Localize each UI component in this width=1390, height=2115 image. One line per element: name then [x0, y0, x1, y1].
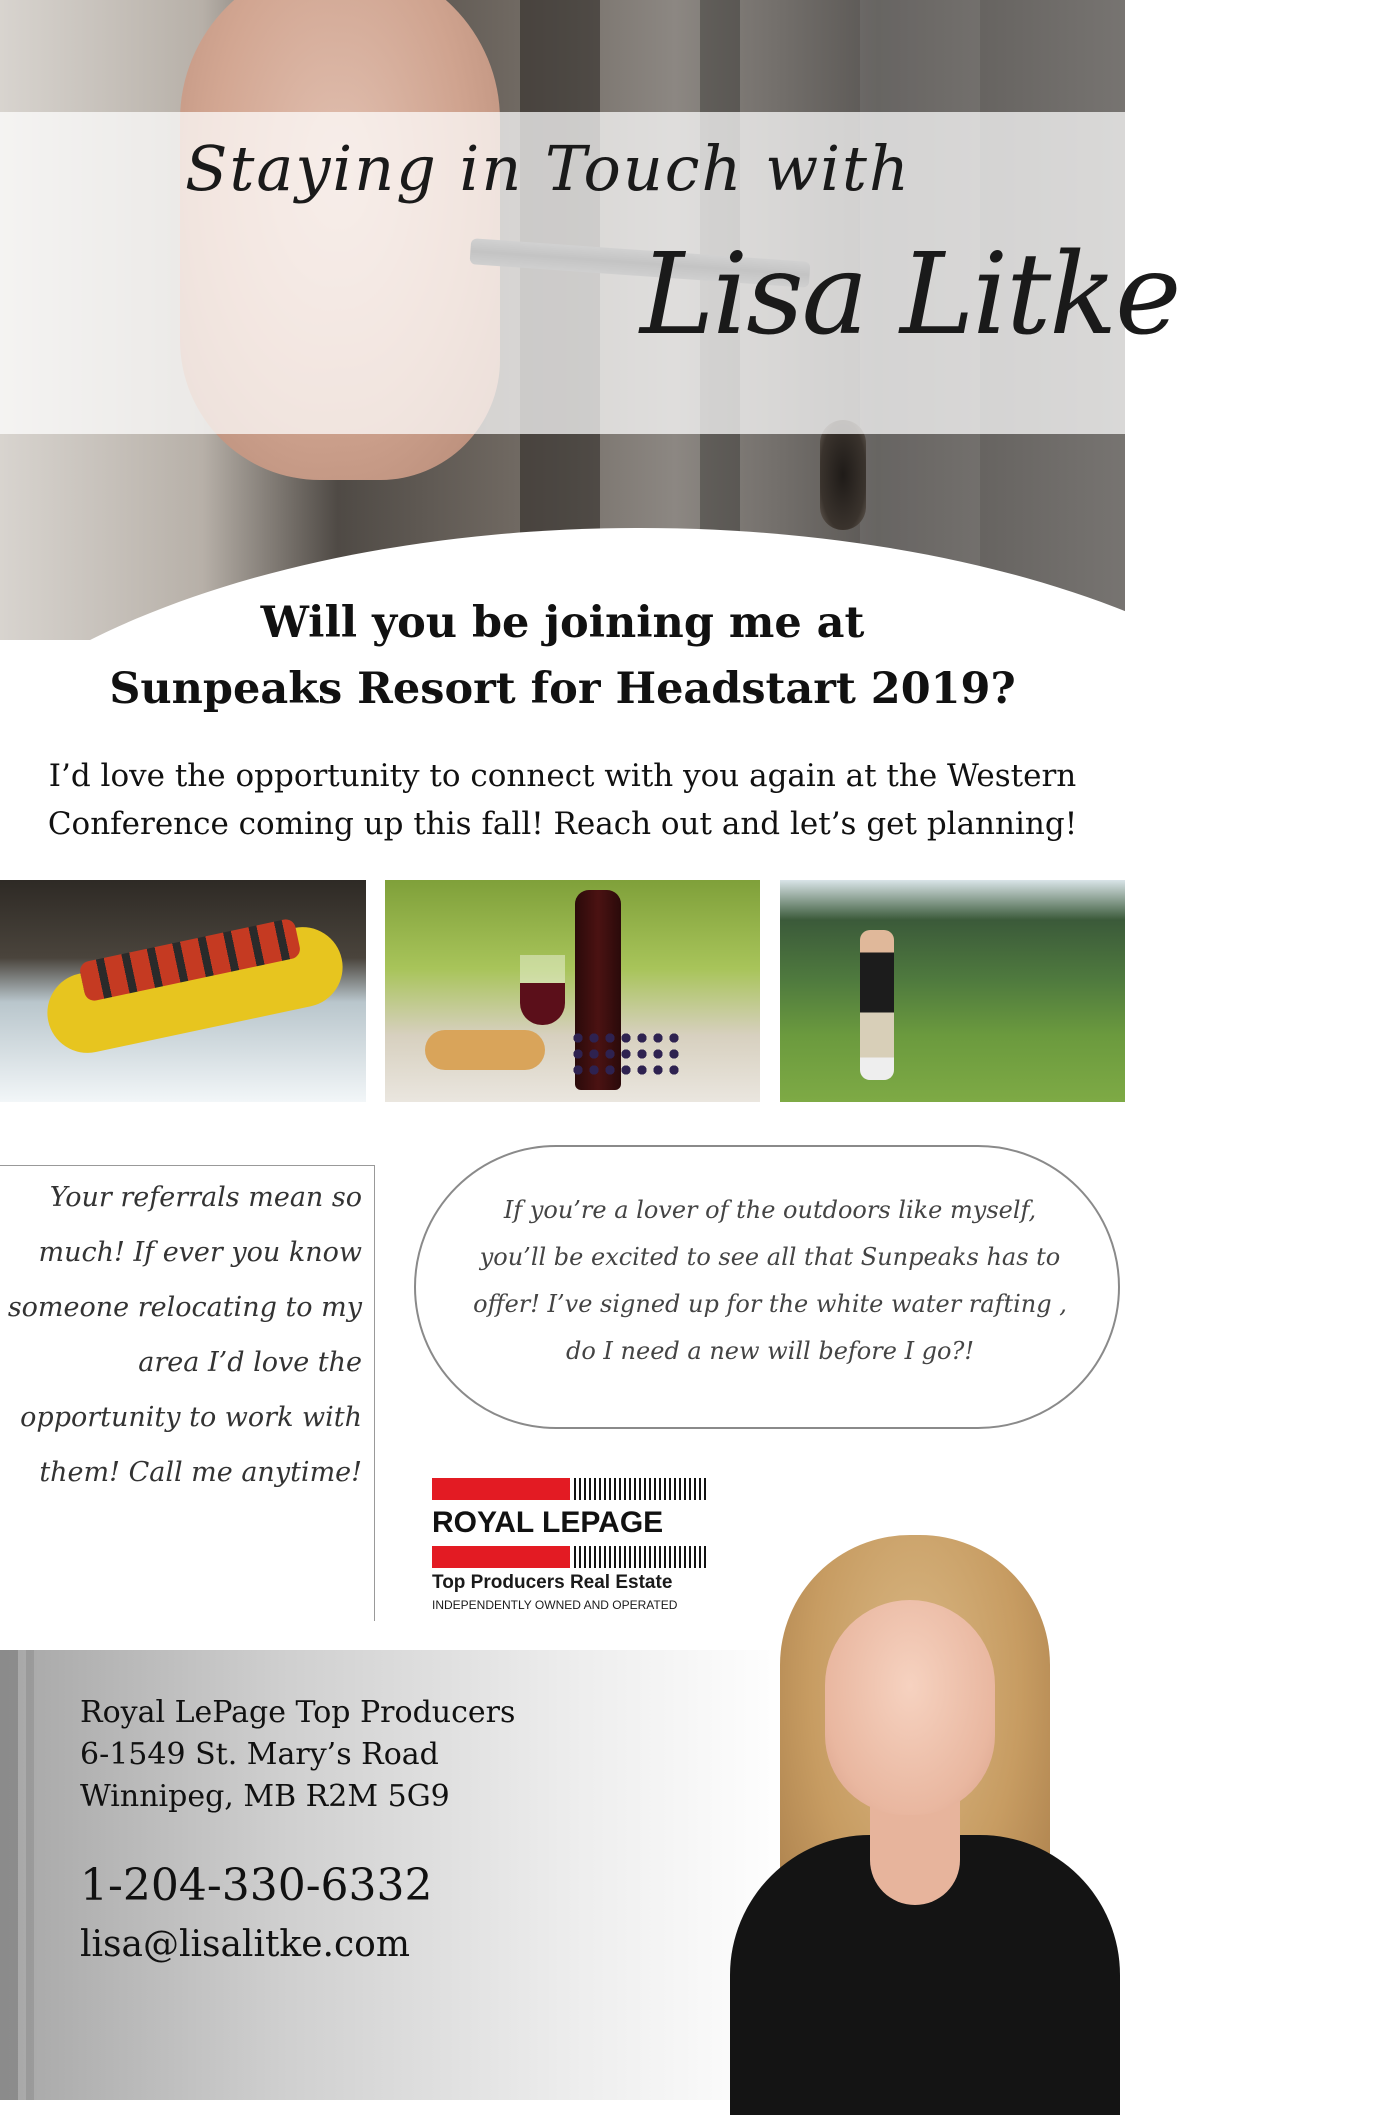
referral-line: area I’d love the: [138, 1347, 362, 1378]
address-line: Winnipeg, MB R2M 5G9: [80, 1779, 450, 1814]
intro-line: Conference coming up this fall! Reach out and let’s get planning!: [47, 806, 1078, 842]
grapes-shape: [570, 1030, 680, 1080]
title-line: Staying in Touch with: [185, 132, 911, 205]
referral-line: someone relocating to my: [7, 1292, 362, 1323]
logo-bar: [432, 1546, 707, 1568]
wine-glass-shape: [520, 955, 565, 1025]
outdoors-line: offer! I’ve signed up for the white water rafting ,: [473, 1290, 1067, 1318]
outdoors-message: [460, 1187, 1080, 1375]
keyhole-icon: [820, 420, 866, 530]
portrait-face: [825, 1600, 995, 1815]
logo-bar: [432, 1478, 707, 1500]
referral-line: Your referrals mean so: [49, 1182, 362, 1213]
logo-subline: INDEPENDENTLY OWNED AND OPERATED: [432, 1598, 678, 1612]
headline-line: Sunpeaks Resort for Headstart 2019?: [109, 664, 1016, 714]
agent-name-script: Lisa Litke: [640, 230, 1180, 360]
logo-tagline: Top Producers Real Estate: [432, 1572, 673, 1593]
address-line: Royal LePage Top Producers: [80, 1695, 516, 1730]
referral-message: [0, 1170, 362, 1500]
headline: [0, 590, 1125, 722]
logo-red-block: [432, 1546, 570, 1568]
logo-stripes: [574, 1478, 707, 1500]
royal-lepage-logo: [432, 1478, 707, 1618]
headline-line: Will you be joining me at: [260, 598, 865, 648]
outdoors-line: do I need a new will before I go?!: [565, 1337, 974, 1365]
outdoors-line: you’ll be excited to see all that Sunpeaks has to: [479, 1243, 1061, 1271]
intro-paragraph: [20, 752, 1105, 848]
logo-stripes: [574, 1546, 707, 1568]
logo-wordmark: ROYAL LEPAGE: [432, 1506, 664, 1539]
agent-portrait: [720, 1535, 1125, 2100]
phone-number[interactable]: 1-204-330-6332: [80, 1860, 433, 1911]
outdoors-line: If you’re a lover of the outdoors like myself,: [503, 1196, 1037, 1224]
address-line: 6-1549 St. Mary’s Road: [80, 1737, 439, 1772]
wine-cheese-photo: [385, 880, 760, 1102]
rafting-photo: [0, 880, 366, 1102]
golfer-shape: [860, 930, 894, 1080]
footer-stripe: [0, 1650, 18, 2100]
bread-shape: [425, 1030, 545, 1070]
referral-line: them! Call me anytime!: [39, 1457, 362, 1488]
intro-line: I’d love the opportunity to connect with you again at the Western: [48, 758, 1077, 794]
office-address: [80, 1692, 680, 1818]
referral-line: much! If ever you know: [38, 1237, 362, 1268]
footer-stripe: [26, 1650, 34, 2100]
referral-line: opportunity to work with: [20, 1402, 362, 1433]
logo-red-block: [432, 1478, 570, 1500]
golf-photo: [780, 880, 1125, 1102]
email-address[interactable]: lisa@lisalitke.com: [80, 1924, 410, 1965]
